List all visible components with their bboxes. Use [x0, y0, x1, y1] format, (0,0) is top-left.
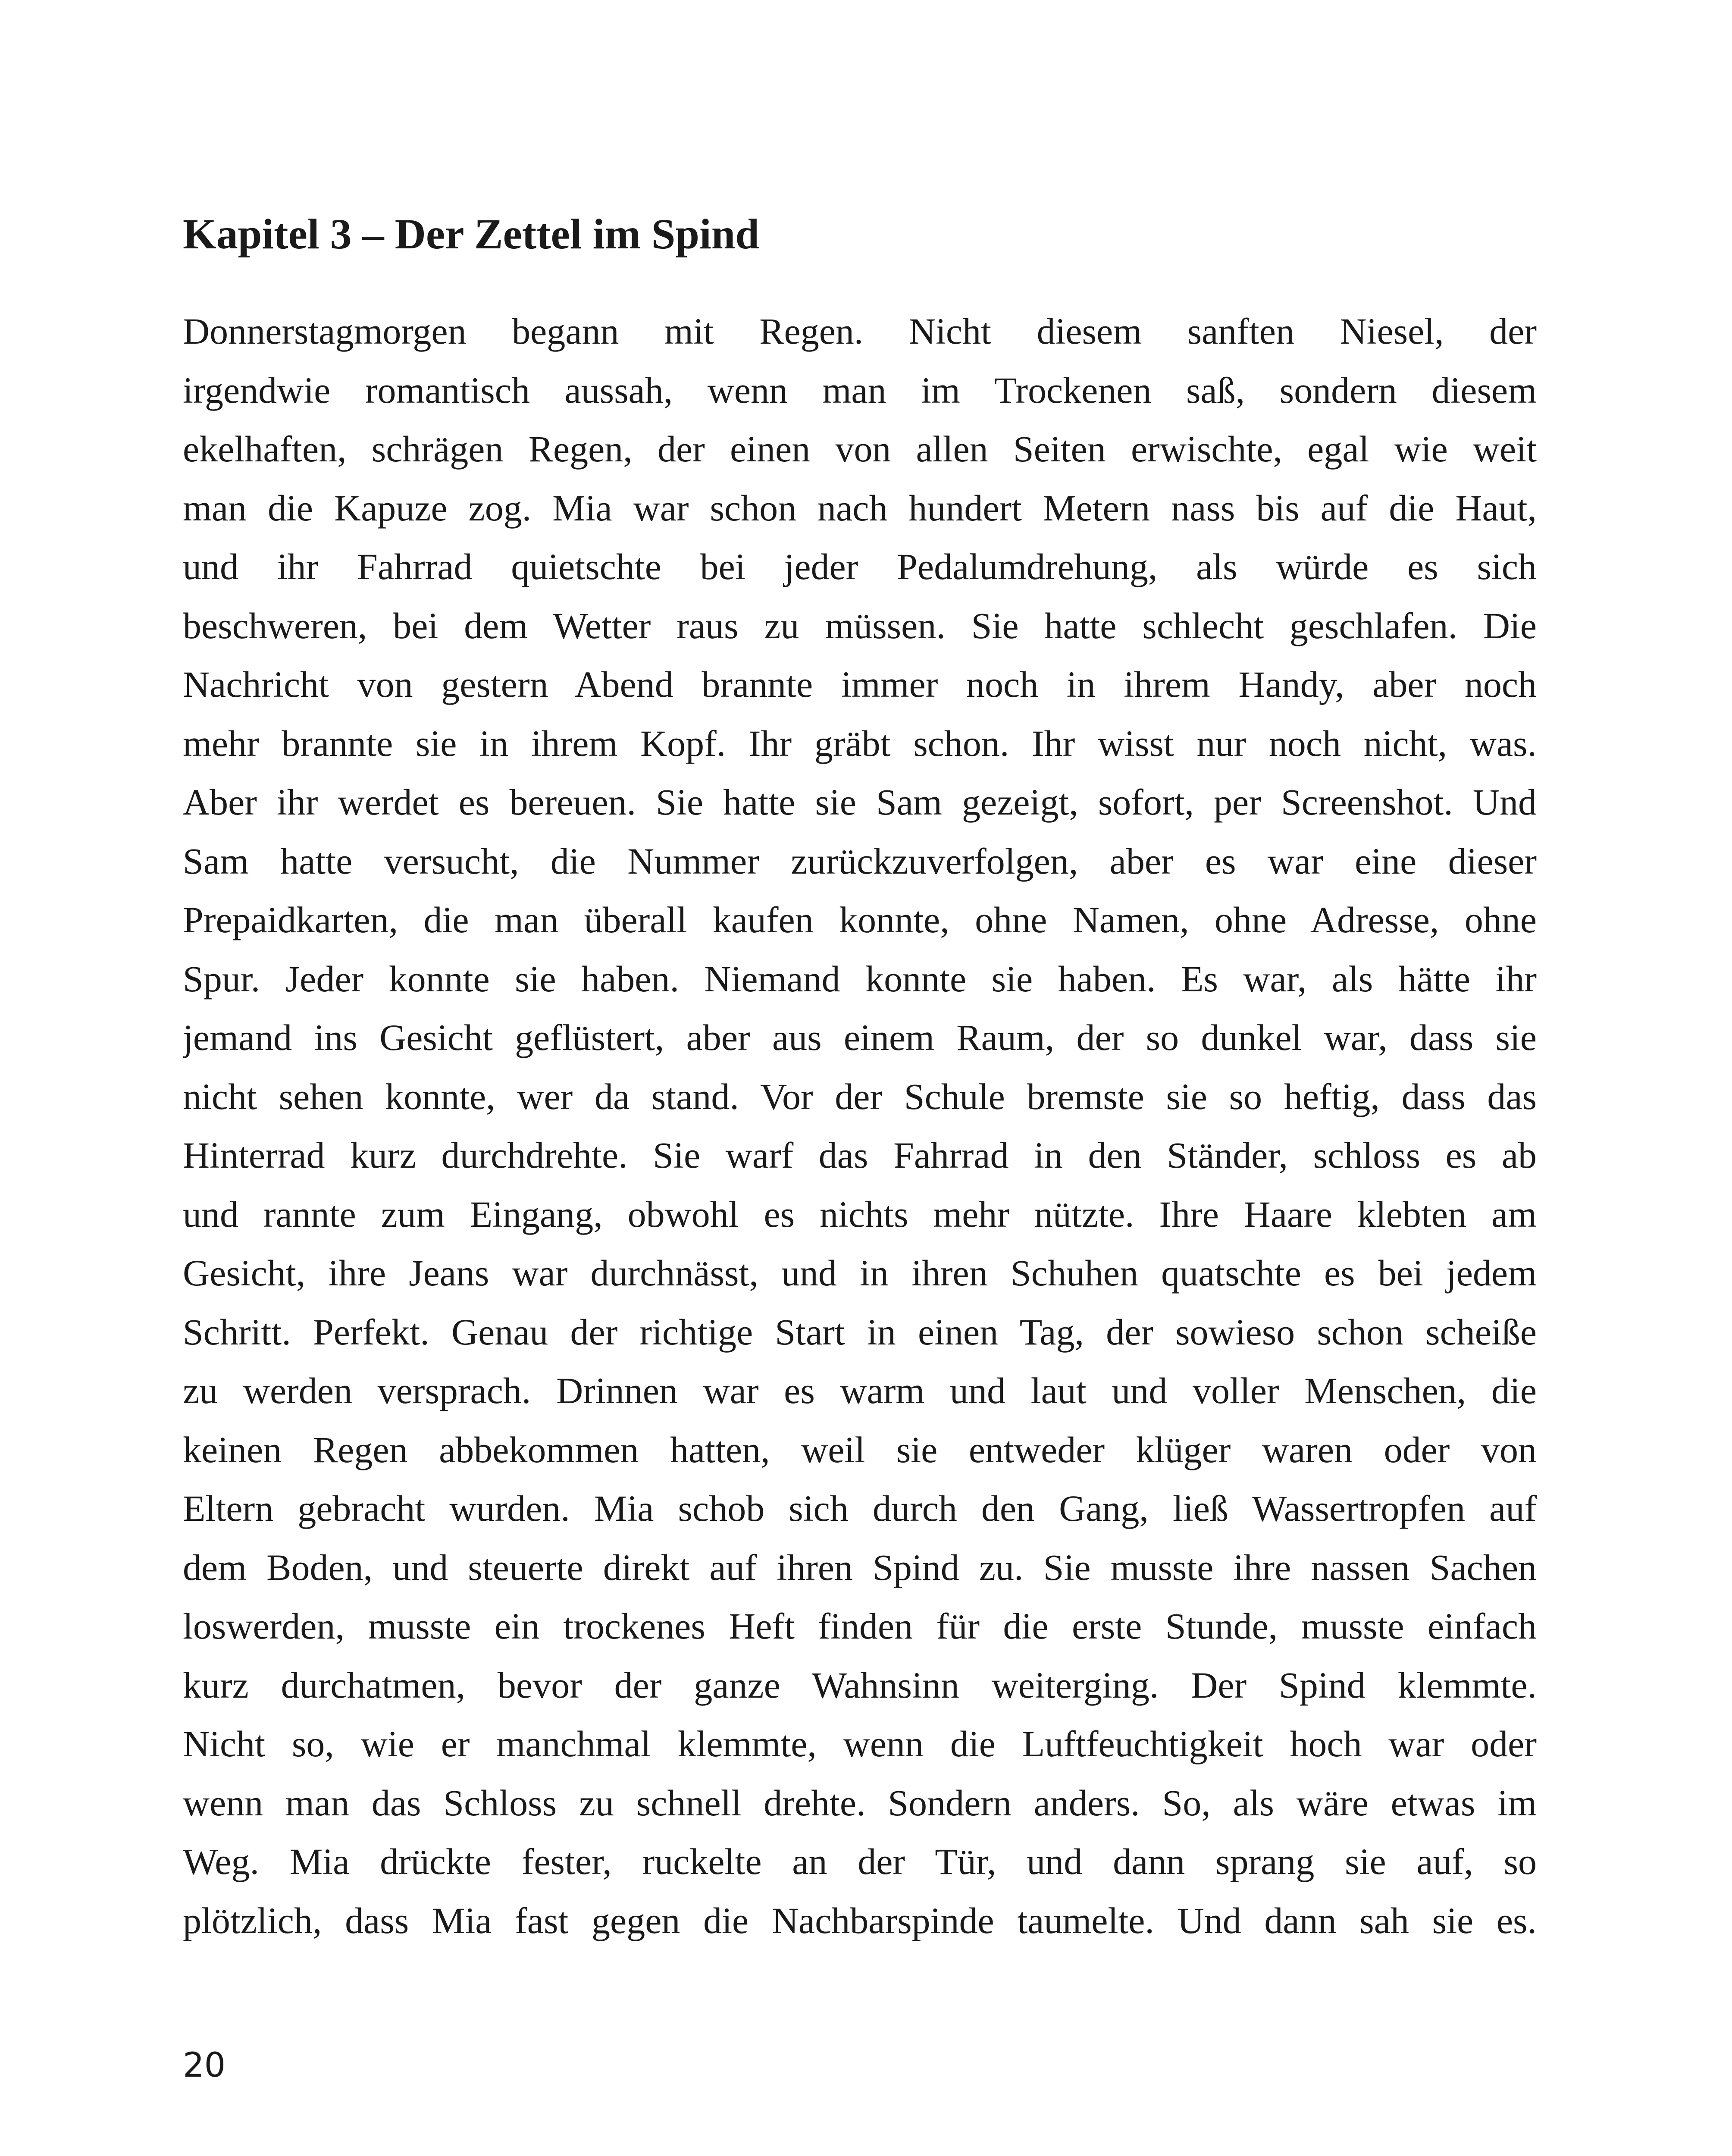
text-line: Eltern gebracht wurden. Mia schob sich durch den Gang, ließ Wassertropfen auf [183, 1488, 1537, 1529]
text-line: plötzlich, dass Mia fast gegen die Nachbarspinde taumelte. Und dann sah sie es. [183, 1899, 1537, 1941]
chapter-title: Kapitel 3 – Der Zettel im Spind [183, 210, 760, 258]
text-line: Nachricht von gestern Abend brannte immer noch in ihrem Handy, aber noch [183, 664, 1537, 705]
chapter-body-text [183, 302, 1537, 1950]
text-line: man die Kapuze zog. Mia war schon nach hundert Metern nass bis auf die Haut, [183, 487, 1537, 529]
text-line: zu werden versprach. Drinnen war es warm und laut und voller Menschen, die [183, 1370, 1537, 1411]
text-line: Sam hatte versucht, die Nummer zurückzuverfolgen, aber es war eine dieser [183, 840, 1537, 882]
text-line: beschweren, bei dem Wetter raus zu müssen. Sie hatte schlecht geschlafen. Die [183, 605, 1537, 646]
text-line: und rannte zum Eingang, obwohl es nichts mehr nützte. Ihre Haare klebten am [183, 1193, 1537, 1235]
text-line: kurz durchatmen, bevor der ganze Wahnsinn weiterging. Der Spind klemmte. [183, 1664, 1537, 1706]
text-line: keinen Regen abbekommen hatten, weil sie entweder klüger waren oder von [183, 1429, 1537, 1470]
text-line: Weg. Mia drückte fester, ruckelte an der Tür, und dann sprang sie auf, so [183, 1841, 1537, 1882]
text-line: Gesicht, ihre Jeans war durchnässt, und in ihren Schuhen quatschte es bei jedem [183, 1252, 1537, 1294]
text-line: irgendwie romantisch aussah, wenn man im Trockenen saß, sondern diesem [183, 369, 1537, 411]
text-line: Prepaidkarten, die man überall kaufen konnte, ohne Namen, ohne Adresse, ohne [183, 899, 1537, 940]
text-line: Nicht so, wie er manchmal klemmte, wenn die Luftfeuchtigkeit hoch war oder [183, 1723, 1537, 1764]
text-line: Hinterrad kurz durchdrehte. Sie warf das Fahrrad in den Ständer, schloss es ab [183, 1134, 1537, 1176]
text-line: Aber ihr werdet es bereuen. Sie hatte sie Sam gezeigt, sofort, per Screenshot. Und [183, 781, 1537, 823]
text-line: dem Boden, und steuerte direkt auf ihren Spind zu. Sie musste ihre nassen Sachen [183, 1546, 1537, 1588]
text-line: loswerden, musste ein trockenes Heft finden für die erste Stunde, musste einfach [183, 1605, 1537, 1647]
page-number: 20 [183, 2046, 226, 2085]
text-line: nicht sehen konnte, wer da stand. Vor der Schule bremste sie so heftig, dass das [183, 1075, 1537, 1117]
text-line: mehr brannte sie in ihrem Kopf. Ihr gräbt schon. Ihr wisst nur noch nicht, was. [183, 722, 1537, 764]
text-line: wenn man das Schloss zu schnell drehte. Sondern anders. So, als wäre etwas im [183, 1782, 1537, 1824]
text-line: jemand ins Gesicht geflüstert, aber aus einem Raum, der so dunkel war, dass sie [183, 1017, 1537, 1058]
text-line: und ihr Fahrrad quietschte bei jeder Pedalumdrehung, als würde es sich [183, 546, 1537, 587]
text-line: Spur. Jeder konnte sie haben. Niemand konnte sie haben. Es war, als hätte ihr [183, 958, 1537, 1000]
text-line: Schritt. Perfekt. Genau der richtige Start in einen Tag, der sowieso schon scheiße [183, 1311, 1537, 1353]
text-line: ekelhaften, schrägen Regen, der einen von allen Seiten erwischte, egal wie weit [183, 428, 1537, 470]
text-line: Donnerstagmorgen begann mit Regen. Nicht diesem sanften Niesel, der [183, 310, 1537, 352]
